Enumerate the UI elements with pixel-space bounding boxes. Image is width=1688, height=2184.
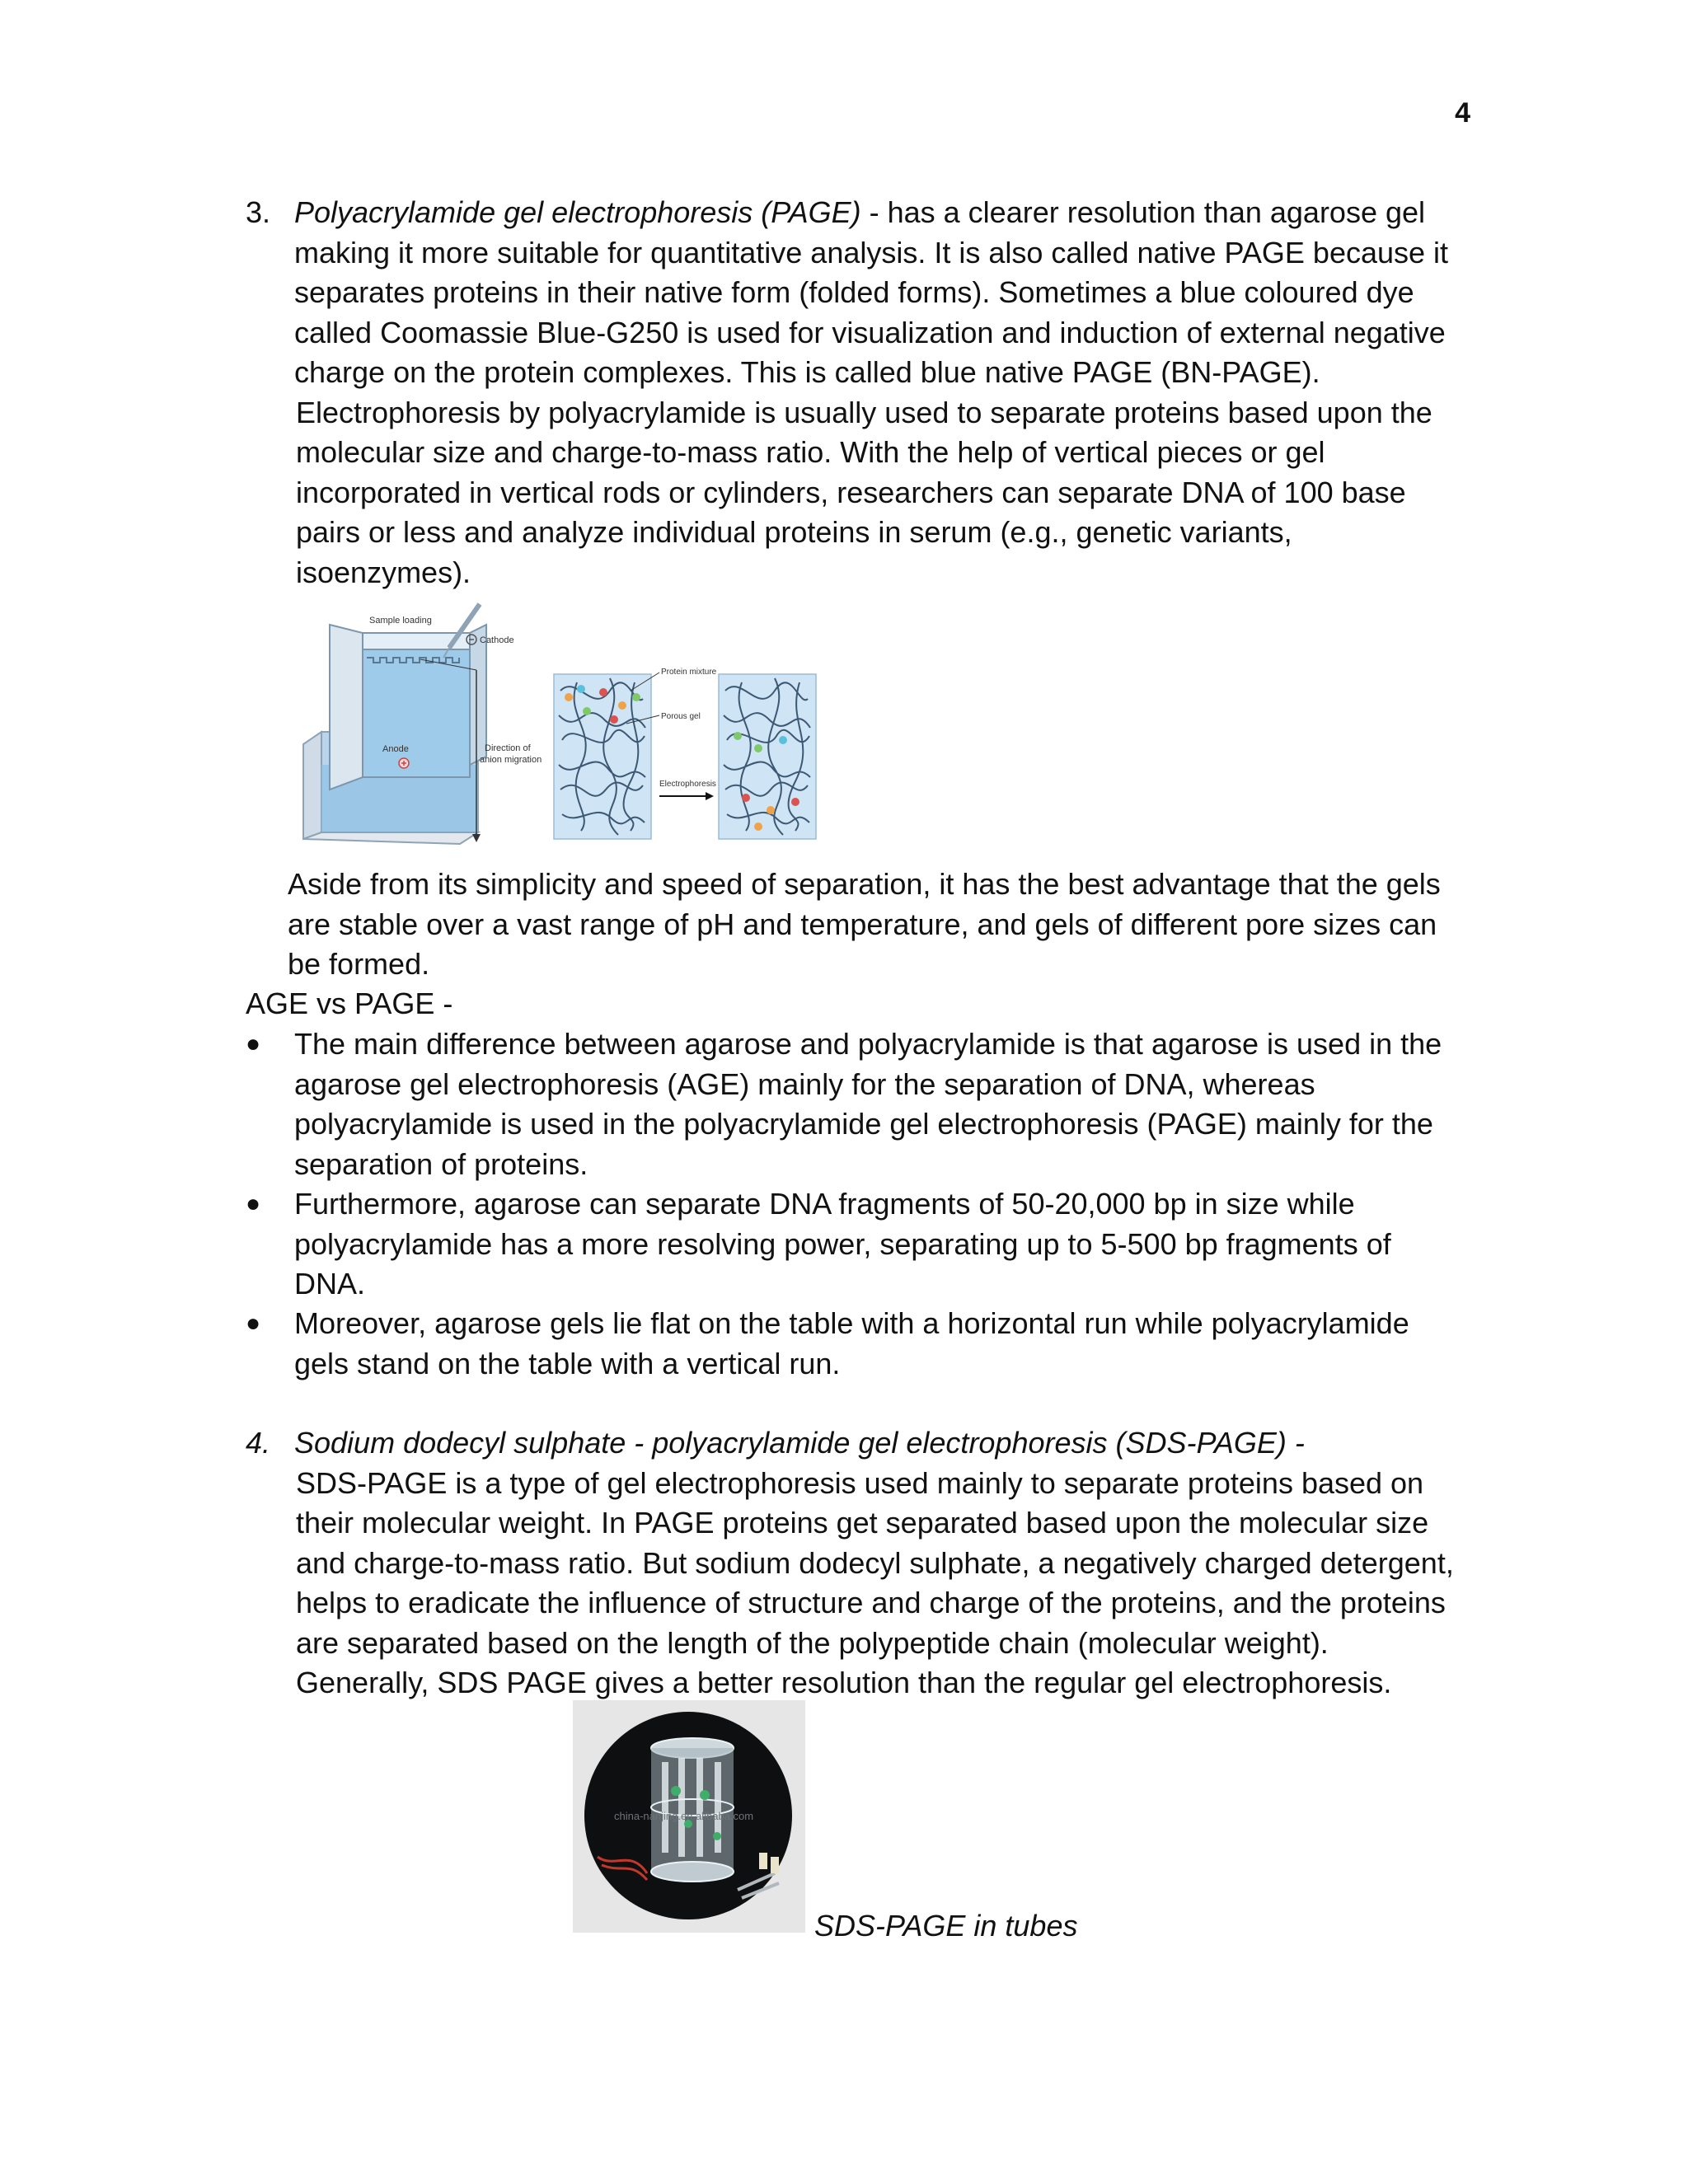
watermark-text: china-nanjing.en.alibaba.com [614,1810,754,1822]
direction-label: anion migration [480,755,542,765]
paragraph-line: molecular size and charge-to-mass ratio. With the help of vertical pieces or gel [296,435,1325,469]
bullet-icon: ● [246,1030,261,1057]
page-section-paragraph [294,193,1448,593]
list-item [294,1024,1442,1184]
paragraph-line: be formed. [288,947,430,981]
paragraph-line: separation of proteins. [294,1146,588,1181]
paragraph-line: polyacrylamide has a more resolving power, separating up to 5-500 bp fragments of [294,1226,1391,1261]
section-title: Sodium dodecyl sulphate - polyacrylamide gel electrophoresis (SDS-PAGE) - [294,1426,1305,1460]
porous-gel-label: Porous gel [661,712,701,721]
paragraph-line: are separated based on the length of the polypeptide chain (molecular weight). [296,1625,1329,1660]
paragraph-line: Electrophoresis by polyacrylamide is usually used to separate proteins based upon the [296,395,1432,429]
direction-label: Direction of [485,743,531,753]
paragraph-line [294,193,1448,233]
paragraph-line: and charge-to-mass ratio. But sodium dodecyl sulphate, a negatively charged detergent, [296,1545,1454,1580]
paragraph-line: Generally, SDS PAGE gives a better resolution than the regular gel electrophoresis. [296,1666,1392,1699]
paragraph-line: polyacrylamide is used in the polyacrylamide gel electrophoresis (PAGE) mainly for the [294,1107,1433,1141]
bullet-icon: ● [246,1310,261,1337]
aside-paragraph [288,865,1441,985]
paragraph-text: - has a clearer resolution than agarose gel [860,195,1426,229]
paragraph-line: incorporated in vertical rods or cylinders, researchers can separate DNA of 100 base [296,475,1406,509]
anode-label: Anode [382,744,409,754]
list-number: 3. [246,195,271,229]
list-item [294,1184,1391,1305]
paragraph-line: separates proteins in their native form (folded forms). Sometimes a blue coloured dye [294,275,1414,309]
paragraph-line: called Coomassie Blue-G250 is used for visualization and induction of external negative [294,315,1446,349]
list-item [294,1304,1409,1384]
paragraph-line: SDS-PAGE is a type of gel electrophoresis used mainly to separate proteins based on [296,1465,1424,1500]
paragraph-line: charge on the protein complexes. This is called blue native PAGE (BN-PAGE). [294,355,1320,389]
protein-mixture-label: Protein mixture [661,668,717,677]
porous-gel-block [554,674,651,839]
paragraph-line: pairs or less and analyze individual proteins in serum (e.g., genetic variants, [296,515,1292,549]
sample-loading-label: Sample loading [369,616,432,626]
sds-page-tube-photo [573,1700,805,1933]
section-title: Polyacrylamide gel electrophoresis (PAGE) [294,195,861,229]
figure-caption: SDS-PAGE in tubes [814,1909,1078,1943]
comparison-heading: AGE vs PAGE - [246,987,453,1020]
list-number: 4. [246,1426,271,1460]
paragraph-line: Furthermore, agarose can separate DNA fragments of 50-20,000 bp in size while [294,1187,1355,1221]
paragraph-line: are stable over a vast range of pH and temperature, and gels of different pore sizes can [288,907,1437,941]
page-apparatus-diagram [297,600,824,849]
paragraph-line: agarose gel electrophoresis (AGE) mainly for the separation of DNA, whereas [294,1066,1315,1101]
paragraph-line: their molecular weight. In PAGE proteins get separated based upon the molecular size [296,1506,1429,1540]
paragraph-line: gels stand on the table with a vertical run. [294,1346,841,1380]
paragraph-line: helps to eradicate the influence of structure and charge of the proteins, and the proteins [296,1586,1446,1619]
paragraph-line: Aside from its simplicity and speed of separation, it has the best advantage that the gels [288,867,1441,901]
page-number: 4 [1455,97,1470,129]
paragraph-line: making it more suitable for quantitative analysis. It is also called native PAGE because it [294,235,1449,269]
paragraph-line: DNA. [294,1267,366,1301]
separated-gel-block [719,674,816,839]
paragraph-line: The main difference between agarose and polyacrylamide is that agarose is used in the [294,1027,1442,1061]
paragraph-line: Moreover, agarose gels lie flat on the table with a horizontal run while polyacrylamide [294,1306,1409,1340]
electrophoresis-tank [303,625,486,844]
cathode-label: Cathode [480,635,514,645]
paragraph-line: isoenzymes). [296,555,471,589]
page-section-paragraph [294,1423,1454,1704]
electrophoresis-label: Electrophoresis [659,780,716,789]
bullet-icon: ● [246,1190,261,1217]
